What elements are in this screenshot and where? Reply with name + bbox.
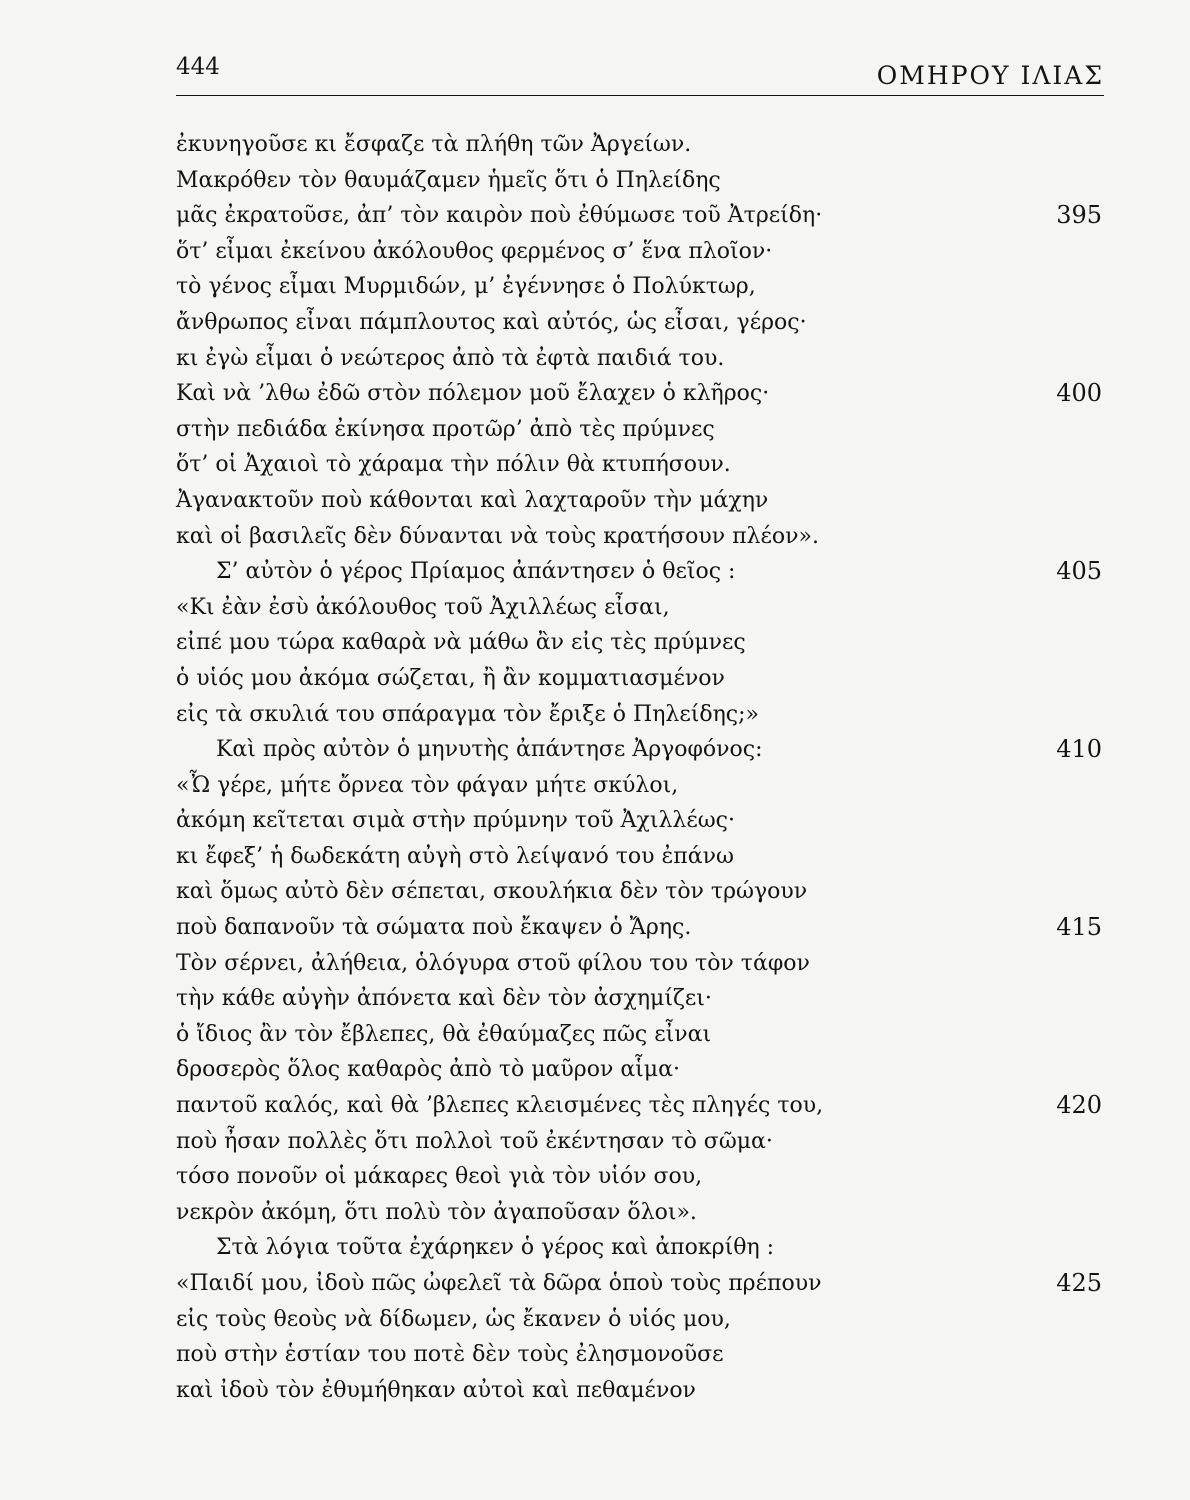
- verse-line: [0, 1124, 1190, 1160]
- verse-text: ἄνθρωπος εἶναι πάμπλουτος καὶ αὐτός, ὡς εἶσαι, γέρος·: [176, 309, 807, 335]
- verse-number: 415: [1056, 913, 1102, 942]
- verse-text: στὴν πεδιάδα ἐκίνησα προτῶρ’ ἀπὸ τὲς πρύμνες: [176, 416, 715, 442]
- verse-line: [0, 519, 1190, 555]
- verse-text: ἀκόμη κεῖτεται σιμὰ στὴν πρύμνην τοῦ Ἀχιλλέως·: [176, 808, 735, 834]
- verse-text: εἰπέ μου τώρα καθαρὰ νὰ μάθω ἂν εἰς τὲς πρύμνες: [176, 630, 746, 656]
- verse-text: κι ἔφεξ’ ἡ δωδεκάτη αὐγὴ στὸ λείψανό του ἐπάνω: [176, 843, 734, 869]
- verse-line: [0, 483, 1190, 519]
- verse-line: [0, 1159, 1190, 1195]
- verse-line: [0, 803, 1190, 839]
- verse-number: 410: [1056, 735, 1102, 764]
- verse-line: [0, 1266, 1190, 1302]
- verse-text: δροσερὸς ὅλος καθαρὸς ἀπὸ τὸ μαῦρον αἷμα·: [176, 1057, 680, 1083]
- verse-text: νεκρὸν ἀκόμη, ὅτι πολὺ τὸν ἀγαποῦσαν ὅλοι».: [176, 1199, 697, 1225]
- verse-line: [0, 234, 1190, 270]
- verse-text: Στὰ λόγια τοῦτα ἐχάρηκεν ὁ γέρος καὶ ἀποκρίθη :: [216, 1235, 775, 1261]
- verse-line: [0, 554, 1190, 590]
- verse-text: καὶ ὅμως αὐτὸ δὲν σέπεται, σκουλήκια δὲν τὸν τρώγουν: [176, 879, 808, 905]
- verse-line: [0, 1230, 1190, 1266]
- verse-line: [0, 697, 1190, 733]
- verse-text: καὶ ἰδοὺ τὸν ἐθυμήθηκαν αὐτοὶ καὶ πεθαμένον: [176, 1377, 696, 1403]
- verse-line: [0, 732, 1190, 768]
- verse-line: [0, 127, 1190, 163]
- verse-text: τὸ γένος εἶμαι Μυρμιδών, μ’ ἐγέννησε ὁ Πολύκτωρ,: [176, 274, 756, 300]
- verse-line: [0, 625, 1190, 661]
- verse-text: ποὺ στὴν ἑστίαν του ποτὲ δὲν τοὺς ἐλησμονοῦσε: [176, 1342, 724, 1368]
- verse-line: [0, 412, 1190, 448]
- verse-line: [0, 1373, 1190, 1409]
- verse-text: τὴν κάθε αὐγὴν ἀπόνετα καὶ δὲν τὸν ἀσχημίζει·: [176, 986, 712, 1012]
- verse-line: [0, 910, 1190, 946]
- verse-text: «Παιδί μου, ἰδοὺ πῶς ὠφελεῖ τὰ δῶρα ὁποὺ τοὺς πρέπουν: [176, 1271, 822, 1296]
- verse-text: Καὶ νὰ ’λθω ἐδῶ στὸν πόλεμον μοῦ ἔλαχεν ὁ κλῆρος·: [176, 381, 770, 407]
- verse-line: [0, 768, 1190, 804]
- verse-line: [0, 1017, 1190, 1053]
- verse-text: παντοῦ καλός, καὶ θὰ ’βλεπες κλεισμένες τὲς πληγές του,: [176, 1093, 824, 1119]
- verse-line: [0, 874, 1190, 910]
- verse-text: Σ’ αὐτὸν ὁ γέρος Πρίαμος ἀπάντησεν ὁ θεῖος :: [216, 559, 736, 585]
- verse-text: μᾶς ἐκρατοῦσε, ἀπ’ τὸν καιρὸν ποὺ ἐθύμωσε τοῦ Ἀτρείδη·: [176, 203, 823, 229]
- verse-line: [0, 839, 1190, 875]
- verse-number: 420: [1056, 1091, 1102, 1120]
- verse-text: τόσο πονοῦν οἱ μάκαρες θεοὶ γιὰ τὸν υἱόν σου,: [176, 1164, 703, 1190]
- verse-line: [0, 661, 1190, 697]
- verse-line: [0, 981, 1190, 1017]
- verse-line: [0, 341, 1190, 377]
- verse-text: κι ἐγὼ εἶμαι ὁ νεώτερος ἀπὸ τὰ ἐφτὰ παιδιά του.: [176, 345, 725, 371]
- verse-text: Καὶ πρὸς αὐτὸν ὁ μηνυτὴς ἀπάντησε Ἀργοφόνος:: [216, 737, 763, 763]
- verse-block: [0, 127, 1190, 1408]
- verse-text: καὶ οἱ βασιλεῖς δὲν δύνανται νὰ τοὺς κρατήσουν πλέον».: [176, 523, 819, 549]
- verse-line: [0, 305, 1190, 341]
- verse-text: ὁ υἱός μου ἀκόμα σώζεται, ἢ ἂν κομματιασμένον: [176, 665, 725, 691]
- verse-text: «Ὦ γέρε, μήτε ὄρνεα τὸν φάγαν μήτε σκύλοι,: [176, 772, 679, 798]
- verse-line: [0, 1195, 1190, 1231]
- running-title: ΟΜΗΡΟΥ ΙΛΙΑΣ: [876, 61, 1104, 90]
- verse-line: [0, 590, 1190, 626]
- verse-line: [0, 376, 1190, 412]
- page-number: 444: [176, 54, 220, 80]
- verse-number: 425: [1056, 1269, 1102, 1297]
- verse-line: [0, 447, 1190, 483]
- verse-line: [0, 198, 1190, 234]
- verse-line: [0, 163, 1190, 199]
- verse-text: Ἀγανακτοῦν ποὺ κάθονται καὶ λαχταροῦν τὴν μάχην: [176, 487, 769, 513]
- verse-line: [0, 946, 1190, 982]
- verse-text: Μακρόθεν τὸν θαυμάζαμεν ἡμεῖς ὅτι ὁ Πηλείδης: [176, 167, 721, 193]
- verse-number: 400: [1056, 379, 1102, 408]
- verse-line: [0, 1302, 1190, 1338]
- verse-text: εἰς τὰ σκυλιά του σπάραγμα τὸν ἔριξε ὁ Πηλείδης;»: [176, 701, 759, 727]
- verse-text: εἰς τοὺς θεοὺς νὰ δίδωμεν, ὡς ἔκανεν ὁ υἱός μου,: [176, 1306, 731, 1332]
- verse-number: 395: [1056, 201, 1102, 230]
- verse-line: [0, 1337, 1190, 1373]
- header-rule: [176, 95, 1104, 96]
- verse-line: [0, 1052, 1190, 1088]
- verse-text: Τὸν σέρνει, ἀλήθεια, ὁλόγυρα στοῦ φίλου του τὸν τάφον: [176, 950, 810, 976]
- verse-number: 405: [1056, 557, 1102, 586]
- verse-text: ποὺ ἦσαν πολλὲς ὅτι πολλοὶ τοῦ ἐκέντησαν τὸ σῶμα·: [176, 1128, 773, 1154]
- verse-text: «Κι ἐὰν ἐσὺ ἀκόλουθος τοῦ Ἀχιλλέως εἶσαι,: [176, 594, 670, 620]
- verse-text: ὁ ἴδιος ἂν τὸν ἔβλεπες, θὰ ἐθαύμαζες πῶς εἶναι: [176, 1021, 712, 1047]
- verse-line: [0, 269, 1190, 305]
- verse-text: ἐκυνηγοῦσε κι ἔσφαζε τὰ πλήθη τῶν Ἀργείων.: [176, 132, 692, 157]
- verse-text: ποὺ δαπανοῦν τὰ σώματα ποὺ ἔκαψεν ὁ Ἄρης.: [176, 915, 692, 941]
- verse-text: ὅτ’ εἶμαι ἐκείνου ἀκόλουθος φερμένος σ’ ἕνα πλοῖον·: [176, 238, 773, 264]
- verse-text: ὅτ’ οἱ Ἀχαιοὶ τὸ χάραμα τὴν πόλιν θὰ κτυπήσουν.: [176, 452, 731, 478]
- verse-line: [0, 1088, 1190, 1124]
